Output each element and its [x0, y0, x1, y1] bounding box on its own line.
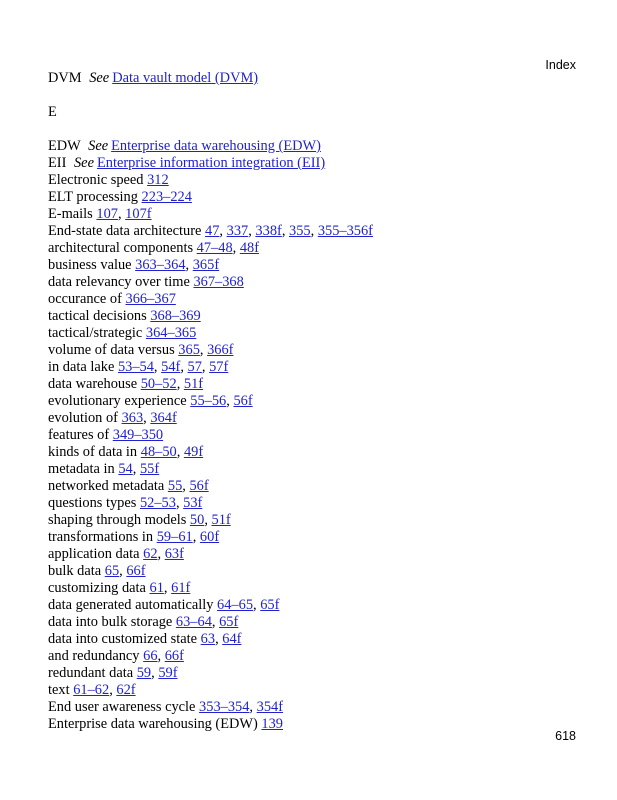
page-reference-link[interactable]: 366–367	[125, 291, 176, 307]
index-entry: End user awareness cycle 353–354, 354f	[48, 699, 284, 715]
index-entry: evolutionary experience 55–56, 56f	[48, 393, 253, 409]
index-entry: networked metadata 55, 56f	[48, 478, 209, 494]
index-entry: data warehouse 50–52, 51f	[48, 376, 204, 392]
page-reference-link[interactable]: 62	[143, 546, 158, 562]
index-term: data warehouse	[48, 376, 138, 392]
index-entry	[48, 325, 588, 342]
page-reference-link[interactable]: 59–61	[156, 529, 193, 545]
page-reference-link[interactable]: 61f	[171, 580, 191, 596]
page-reference-link[interactable]: 338f	[255, 223, 282, 239]
index-term: metadata in	[48, 461, 115, 477]
page-reference-link[interactable]: 337	[226, 223, 249, 239]
page-reference-link[interactable]: 54	[118, 461, 133, 477]
page-reference-link[interactable]: 51f	[183, 376, 204, 392]
page-reference-link[interactable]: 312	[147, 172, 169, 188]
index-term: customizing data	[48, 580, 146, 596]
page-reference-link[interactable]: 47	[205, 223, 220, 239]
running-head: Index	[545, 58, 576, 72]
page-reference-link[interactable]: 55	[167, 478, 183, 494]
index-entry: evolution of 363, 364f	[48, 410, 177, 426]
page-reference-link[interactable]: 223–224	[141, 189, 192, 205]
page-reference-link[interactable]: 50	[189, 512, 205, 528]
index-entry	[48, 274, 588, 291]
index-term: ELT processing	[48, 189, 138, 205]
page-reference-link[interactable]: 368–369	[150, 308, 201, 324]
page-reference-link[interactable]: 48–50	[140, 444, 177, 460]
index-term: E	[48, 104, 57, 120]
page-reference-link[interactable]: 56f	[233, 393, 253, 409]
page-reference-link[interactable]: 363	[121, 410, 144, 426]
page-reference-link[interactable]: 55–56	[190, 393, 227, 409]
index-term: data into bulk storage	[48, 614, 173, 630]
page-reference-link[interactable]: 60f	[199, 529, 220, 545]
index-entries	[48, 70, 588, 733]
page-reference-link[interactable]: 65f	[219, 614, 239, 630]
page-reference-link[interactable]: 354f	[256, 699, 284, 715]
index-entry: data into bulk storage 63–64, 65f	[48, 614, 239, 630]
index-term: business value	[48, 257, 132, 273]
page-reference-link[interactable]: 353–354	[199, 699, 250, 715]
index-term: networked metadata	[48, 478, 165, 494]
index-term: volume of data versus	[48, 342, 175, 358]
index-entry: text 61–62, 62f	[48, 682, 136, 698]
index-entry: data into customized state 63, 64f	[48, 631, 242, 647]
page-reference-link[interactable]: 349–350	[112, 427, 164, 443]
index-entry: in data lake 53–54, 54f, 57, 57f	[48, 359, 229, 375]
index-term: EII	[48, 155, 67, 171]
index-entry: architectural components 47–48, 48f	[48, 240, 260, 256]
index-term: kinds of data in	[48, 444, 138, 460]
page-reference-link[interactable]: 364–365	[145, 325, 197, 341]
index-entry: End-state data architecture 47, 337, 338f, 355, 355–356f	[48, 223, 373, 239]
index-term: redundant data	[48, 665, 134, 681]
index-term: End user awareness cycle	[48, 699, 196, 715]
index-entry	[48, 70, 588, 87]
index-term: features of	[48, 427, 110, 443]
index-term: Enterprise data warehousing (EDW)	[48, 716, 258, 732]
index-entry	[48, 291, 588, 308]
page-reference-link[interactable]: 365	[178, 342, 200, 358]
index-entry: kinds of data in 48–50, 49f	[48, 444, 204, 460]
page-reference-link[interactable]: 61–62	[73, 682, 110, 698]
index-term: shaping through models	[48, 512, 187, 528]
page-reference-link[interactable]: 49f	[183, 444, 204, 460]
page-reference-link[interactable]: 57f	[209, 359, 229, 375]
index-term: tactical/strategic	[48, 325, 143, 341]
index-entry: and redundancy 66, 66f	[48, 648, 184, 664]
page-reference-link[interactable]: 363–364	[135, 257, 186, 273]
see-label: See	[88, 138, 109, 154]
see-label: See	[73, 155, 94, 171]
page-reference-link[interactable]: 64f	[222, 631, 242, 647]
index-entry: redundant data 59, 59f	[48, 665, 178, 681]
page-reference-link[interactable]: 55f	[139, 461, 160, 477]
index-term: architectural components	[48, 240, 194, 256]
page-reference-link[interactable]: 365f	[192, 257, 220, 273]
page-reference-link[interactable]: 53–54	[117, 359, 154, 375]
page-reference-link[interactable]: 57	[187, 359, 202, 375]
page-reference-link[interactable]: 65	[104, 563, 120, 579]
index-entry: volume of data versus 365, 366f	[48, 342, 234, 358]
index-term: in data lake	[48, 359, 115, 375]
page-reference-link[interactable]: 50–52	[140, 376, 177, 392]
cross-reference-link[interactable]: Data vault model (DVM)	[112, 70, 259, 86]
index-term: bulk data	[48, 563, 102, 579]
page-reference-link[interactable]: 139	[261, 716, 283, 732]
page-reference-link[interactable]: 364f	[150, 410, 177, 426]
index-term: tactical decisions	[48, 308, 147, 324]
page-reference-link[interactable]: 366f	[207, 342, 234, 358]
page-reference-link[interactable]: 66f	[164, 648, 184, 664]
index-entry: metadata in 54, 55f	[48, 461, 160, 477]
index-term: text	[48, 682, 70, 698]
index-entry	[48, 155, 588, 172]
index-term: EDW	[48, 138, 81, 154]
cross-reference-link[interactable]: Enterprise data warehousing (EDW)	[111, 138, 321, 154]
page-reference-link[interactable]: 355–356f	[317, 223, 373, 239]
page-reference-link[interactable]: 53f	[183, 495, 203, 511]
index-entry	[48, 308, 588, 325]
page-reference-link[interactable]: 62f	[116, 682, 136, 698]
page-reference-link[interactable]: 66f	[126, 563, 146, 579]
index-term: application data	[48, 546, 140, 562]
blank-line	[48, 121, 588, 138]
index-entry	[48, 172, 588, 189]
index-term: and redundancy	[48, 648, 140, 664]
index-entry	[48, 189, 588, 206]
page-reference-link[interactable]: 63f	[164, 546, 184, 562]
index-term: questions types	[48, 495, 137, 511]
index-term: data generated automatically	[48, 597, 214, 613]
page-reference-link[interactable]: 51f	[211, 512, 231, 528]
page-number: 618	[555, 729, 576, 743]
index-term: E-mails	[48, 206, 93, 222]
page-reference-link[interactable]: 48f	[239, 240, 260, 256]
page-reference-link[interactable]: 107f	[125, 206, 152, 222]
index-term: data relevancy over time	[48, 274, 190, 290]
index-entry: shaping through models 50, 51f	[48, 512, 231, 528]
page-reference-link[interactable]: 367–368	[193, 274, 244, 290]
page-reference-link[interactable]: 59	[136, 665, 152, 681]
page-reference-link[interactable]: 63–64	[175, 614, 212, 630]
index-term: transformations in	[48, 529, 154, 545]
index-term: End-state data architecture	[48, 223, 202, 239]
index-entry	[48, 427, 588, 444]
page-reference-link[interactable]: 355	[289, 223, 311, 239]
see-label: See	[89, 70, 110, 86]
index-term: DVM	[48, 70, 82, 86]
page-reference-link[interactable]: 56f	[189, 478, 209, 494]
index-term: occurance of	[48, 291, 122, 307]
index-entry: application data 62, 63f	[48, 546, 184, 562]
page-reference-link[interactable]: 47–48	[196, 240, 233, 256]
index-entry: data generated automatically 64–65, 65f	[48, 597, 280, 613]
index-entry: transformations in 59–61, 60f	[48, 529, 220, 545]
page-reference-link[interactable]: 66	[143, 648, 158, 664]
index-term: Electronic speed	[48, 172, 144, 188]
page-reference-link[interactable]: 63	[200, 631, 216, 647]
blank-line	[48, 87, 588, 104]
index-term: evolutionary experience	[48, 393, 187, 409]
index-entry	[48, 138, 588, 155]
index-entry: questions types 52–53, 53f	[48, 495, 203, 511]
index-term: data into customized state	[48, 631, 198, 647]
index-entry: business value 363–364, 365f	[48, 257, 220, 273]
index-entry	[48, 716, 588, 733]
index-entry: customizing data 61, 61f	[48, 580, 191, 596]
page-reference-link[interactable]: 64–65	[217, 597, 254, 613]
page-reference-link[interactable]: 65f	[260, 597, 280, 613]
page-reference-link[interactable]: 61	[149, 580, 164, 596]
page-reference-link[interactable]: 52–53	[139, 495, 176, 511]
index-term: evolution of	[48, 410, 118, 426]
page-reference-link[interactable]: 59f	[158, 665, 178, 681]
index-entry	[48, 104, 588, 121]
page-reference-link[interactable]: 107	[96, 206, 118, 222]
index-entry: E-mails 107, 107f	[48, 206, 152, 222]
cross-reference-link[interactable]: Enterprise information integration (EII)	[96, 155, 326, 171]
index-entry: bulk data 65, 66f	[48, 563, 146, 579]
page-reference-link[interactable]: 54f	[161, 359, 181, 375]
